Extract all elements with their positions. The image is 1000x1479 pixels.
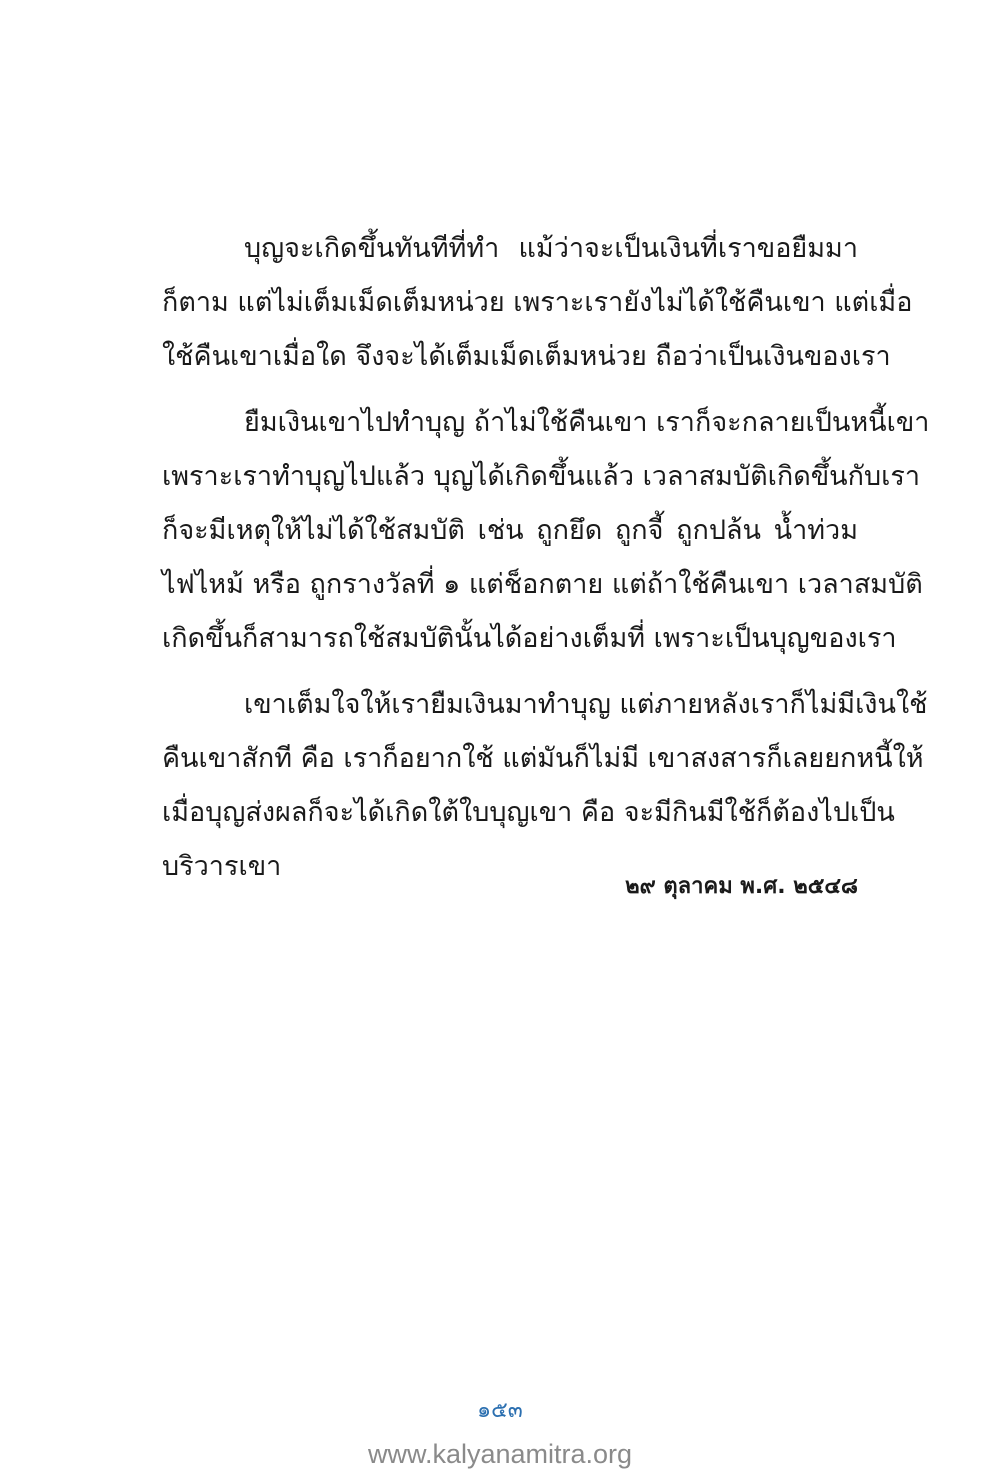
paragraph-line: ใช้คืนเขาเมื่อใด จึงจะได้เต็มเม็ดเต็มหน่วย ถือว่าเป็นเงินของเรา <box>162 341 891 372</box>
paragraph-line: เขาเต็มใจให้เรายืมเงินมาทำบุญ แต่ภายหลังเราก็ไม่มีเงินใช้ <box>244 689 928 720</box>
paragraph-line: ก็ตาม แต่ไม่เต็มเม็ดเต็มหน่วย เพราะเรายังไม่ได้ใช้คืนเขา แต่เมื่อ <box>162 287 913 318</box>
paragraph-1 <box>162 222 913 384</box>
footer-url[interactable]: www.kalyanamitra.org <box>367 1439 633 1469</box>
paragraph-line: บริวารเขา <box>162 851 282 882</box>
date-signature: ๒๙ ตุลาคม พ.ศ. ๒๕๔๘ <box>625 874 858 899</box>
paragraph-line: ก็จะมีเหตุให้ไม่ได้ใช้สมบัติ เช่น ถูกยึด ถูกจี้ ถูกปล้น น้ำท่วม <box>162 515 858 546</box>
paragraph-2 <box>162 396 930 666</box>
paragraph-line: ไฟไหม้ หรือ ถูกรางวัลที่ ๑ แต่ช็อกตาย แต่ถ้าใช้คืนเขา เวลาสมบัติ <box>162 569 923 600</box>
paragraph-line: คืนเขาสักที คือ เราก็อยากใช้ แต่มันก็ไม่มี เขาสงสารก็เลยยกหนี้ให้ <box>162 743 924 774</box>
paragraph-line: เพราะเราทำบุญไปแล้ว บุญได้เกิดขึ้นแล้ว เวลาสมบัติเกิดขึ้นกับเรา <box>162 461 921 492</box>
paragraph-3 <box>162 678 928 894</box>
paragraph-line: ยืมเงินเขาไปทำบุญ ถ้าไม่ใช้คืนเขา เราก็จะกลายเป็นหนี้เขา <box>244 407 930 438</box>
body-text <box>162 222 930 906</box>
paragraph-line: เกิดขึ้นก็สามารถใช้สมบัตินั้นได้อย่างเต็มที่ เพราะเป็นบุญของเรา <box>162 623 897 654</box>
page-number: ๑๕๓ <box>477 1398 523 1423</box>
paragraph-line: บุญจะเกิดขึ้นทันทีที่ทำ แม้ว่าจะเป็นเงินที่เราขอยืมมา <box>244 233 858 264</box>
paragraph-line: เมื่อบุญส่งผลก็จะได้เกิดใต้ใบบุญเขา คือ จะมีกินมีใช้ก็ต้องไปเป็น <box>162 797 895 828</box>
